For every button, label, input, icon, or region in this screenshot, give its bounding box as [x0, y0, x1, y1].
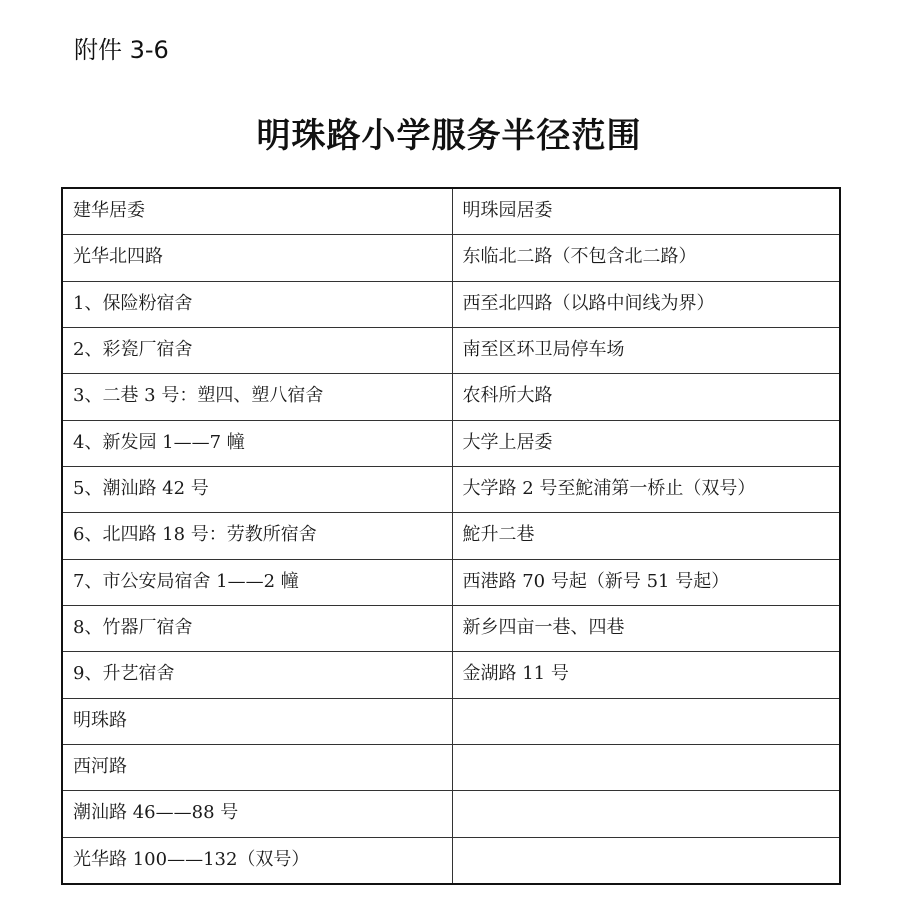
table-cell-left: 1、保险粉宿舍 — [63, 281, 452, 327]
table-cell-right — [452, 791, 839, 837]
table-row — [63, 281, 839, 327]
table-cell-left: 9、升艺宿舍 — [63, 652, 452, 698]
table-row — [63, 327, 839, 373]
table-cell-left: 6、北四路 18 号：劳教所宿舍 — [63, 513, 452, 559]
table-cell-left: 明珠路 — [63, 698, 452, 744]
table-cell-right: 新乡四亩一巷、四巷 — [452, 605, 839, 651]
table-cell-right: 金湖路 11 号 — [452, 652, 839, 698]
table-row — [63, 235, 839, 281]
table-row — [63, 652, 839, 698]
table-row — [63, 420, 839, 466]
table-cell-right: 西至北四路（以路中间线为界） — [452, 281, 839, 327]
table-cell-left: 5、潮汕路 42 号 — [63, 466, 452, 512]
table-row — [63, 605, 839, 651]
table-cell-left: 潮汕路 46——88 号 — [63, 791, 452, 837]
service-area-table — [63, 189, 839, 883]
table-row — [63, 466, 839, 512]
table-cell-right: 大学路 2 号至鮀浦第一桥止（双号） — [452, 466, 839, 512]
table-row — [63, 744, 839, 790]
table-row — [63, 189, 839, 235]
table-cell-right: 东临北二路（不包含北二路） — [452, 235, 839, 281]
table-cell-left: 4、新发园 1——7 幢 — [63, 420, 452, 466]
table-row — [63, 559, 839, 605]
service-area-table-frame — [61, 187, 841, 885]
table-cell-left: 光华路 100——132（双号） — [63, 837, 452, 883]
table-row — [63, 837, 839, 883]
table-cell-right: 大学上居委 — [452, 420, 839, 466]
table-cell-right: 农科所大路 — [452, 374, 839, 420]
table-cell-left: 建华居委 — [63, 189, 452, 235]
table-cell-left: 光华北四路 — [63, 235, 452, 281]
table-cell-right — [452, 698, 839, 744]
table-cell-left: 西河路 — [63, 744, 452, 790]
table-row — [63, 791, 839, 837]
table-cell-right: 鮀升二巷 — [452, 513, 839, 559]
table-cell-left: 7、市公安局宿舍 1——2 幢 — [63, 559, 452, 605]
attachment-label: 附件 3-6 — [74, 36, 169, 64]
table-cell-right: 南至区环卫局停车场 — [452, 327, 839, 373]
table-row — [63, 374, 839, 420]
table-cell-right: 西港路 70 号起（新号 51 号起） — [452, 559, 839, 605]
table-cell-right: 明珠园居委 — [452, 189, 839, 235]
table-row — [63, 513, 839, 559]
table-cell-right — [452, 837, 839, 883]
table-row — [63, 698, 839, 744]
table-cell-right — [452, 744, 839, 790]
table-cell-left: 3、二巷 3 号：塑四、塑八宿舍 — [63, 374, 452, 420]
table-cell-left: 2、彩瓷厂宿舍 — [63, 327, 452, 373]
document-title: 明珠路小学服务半径范围 — [256, 116, 642, 156]
table-cell-left: 8、竹器厂宿舍 — [63, 605, 452, 651]
